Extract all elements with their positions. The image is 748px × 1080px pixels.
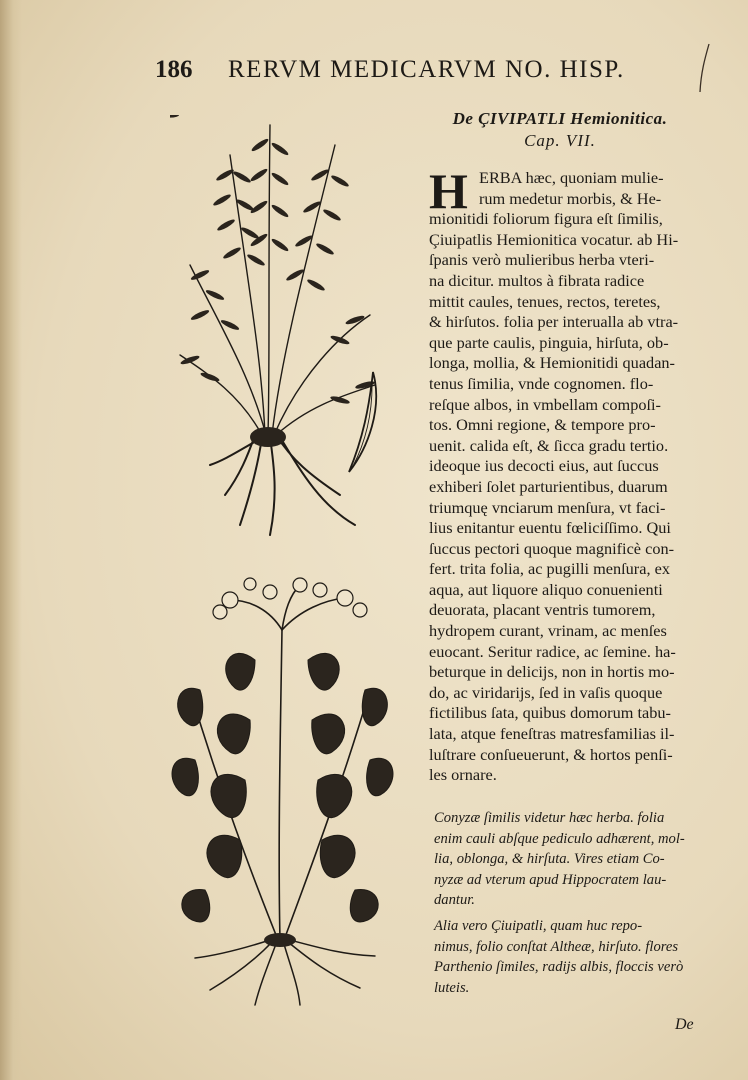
woodcut-plant-lower [160, 570, 400, 1010]
text-line: longa, mollia, & Hemionitidi quadan- [429, 353, 675, 373]
chapter-number: Cap. VII. [524, 131, 596, 150]
text-line: les ornare. [429, 765, 497, 785]
text-line: Çiuipatlis Hemionitica vocatur. ab Hi- [429, 229, 679, 249]
chapter-title: De ÇIVIPATLI Hemionitica. [452, 109, 668, 128]
margin-pen-mark-icon [695, 42, 715, 94]
text-line: ſuccus pectori quoque magnificè con- [429, 538, 675, 558]
note-line: lia, oblonga, & hirſuta. Vires etiam Co- [434, 851, 665, 868]
text-line: mionitidi foliorum figura eſt ſimilis, [429, 209, 663, 229]
text-line: tenus ſimilia, vnde cognomen. flo- [429, 373, 654, 393]
text-line: do, ac viridarijs, ſed in vaſis quoque [429, 682, 663, 702]
note-line: dantur. [434, 892, 475, 909]
text-line: reſque albos, in vmbellam compoſi- [429, 394, 661, 414]
text-line: exhiberi ſolet parturientibus, duarum [429, 476, 668, 496]
commentary-paragraph [434, 916, 714, 998]
note-line: nimus, folio conſtat Altheæ, hirſuto. flores [434, 938, 679, 955]
chapter-heading [410, 108, 710, 152]
note-line: enim cauli abſque pediculo adhærent, mol- [434, 830, 685, 847]
commentary-paragraph [434, 808, 714, 911]
catchword: De [675, 1016, 694, 1033]
text-line: hydropem curant, vrinam, ac menſes [429, 621, 667, 641]
drop-cap: H [429, 163, 468, 219]
note-line: luteis. [434, 979, 470, 996]
text-line: aqua, aut liquore aliquo conuenienti [429, 579, 663, 599]
text-line: que parte caulis, pinguia, hirſuta, ob- [429, 332, 669, 352]
text-line: na dicitur. multos à fibrata radice [429, 270, 645, 290]
running-head [155, 56, 715, 92]
page-number: 186 [155, 56, 193, 83]
text-line: fert. trita folia, ac pugilli menſura, ex [429, 559, 670, 579]
commentary-note [434, 808, 714, 998]
running-title: RERVM MEDICARVM NO. HISP. [228, 56, 625, 83]
note-line: Parthenio ſimiles, radijs albis, floccis verò [434, 959, 684, 976]
note-line: nyzæ ad vterum apud Hippocratem lau- [434, 871, 667, 888]
text-line: deuorata, placant ventris tumorem, [429, 600, 656, 620]
page-gutter-shadow [0, 0, 22, 1080]
text-line: beturque in delicijs, non in hortis mo- [429, 662, 675, 682]
note-line: Alia vero Çiuipatli, quam huc repo- [434, 917, 643, 934]
woodcut-plant-upper [170, 115, 395, 545]
note-line: Conyzæ ſimilis videtur hæc herba. folia [434, 810, 665, 826]
text-line: lius enitantur euentu fœliciſſimo. Qui [429, 518, 671, 538]
text-line: ERBA hæc, quoniam mulie- [479, 168, 664, 187]
text-line: luſtrare conſueuerunt, & hortos penſi- [429, 744, 673, 764]
text-line: ideoque ius decocti eius, aut ſuccus [429, 456, 659, 476]
text-line: mittit caules, tenues, rectos, teretes, [429, 291, 661, 311]
text-line: euocant. Seritur radice, ac ſemine. ha- [429, 641, 676, 661]
text-line: fictilibus ſata, quibus domorum tabu- [429, 703, 671, 723]
text-line: & hirſutos. folia per interualla ab vtra- [429, 312, 679, 332]
body-paragraph [429, 163, 709, 786]
text-line: rum medetur morbis, & He- [479, 188, 662, 208]
woodcut-seed-pod [343, 368, 383, 478]
text-line: triumquę vnciarum menſura, vt faci- [429, 497, 666, 517]
text-line: lata, atque feneſtras matresfamilias il- [429, 724, 675, 744]
text-line: tos. Omni regione, & tempore pro- [429, 415, 656, 435]
text-line: uenit. calida eſt, & ſicca gradu tertio. [429, 435, 669, 455]
text-line: ſpanis verò mulieribus herba vteri- [429, 250, 655, 270]
